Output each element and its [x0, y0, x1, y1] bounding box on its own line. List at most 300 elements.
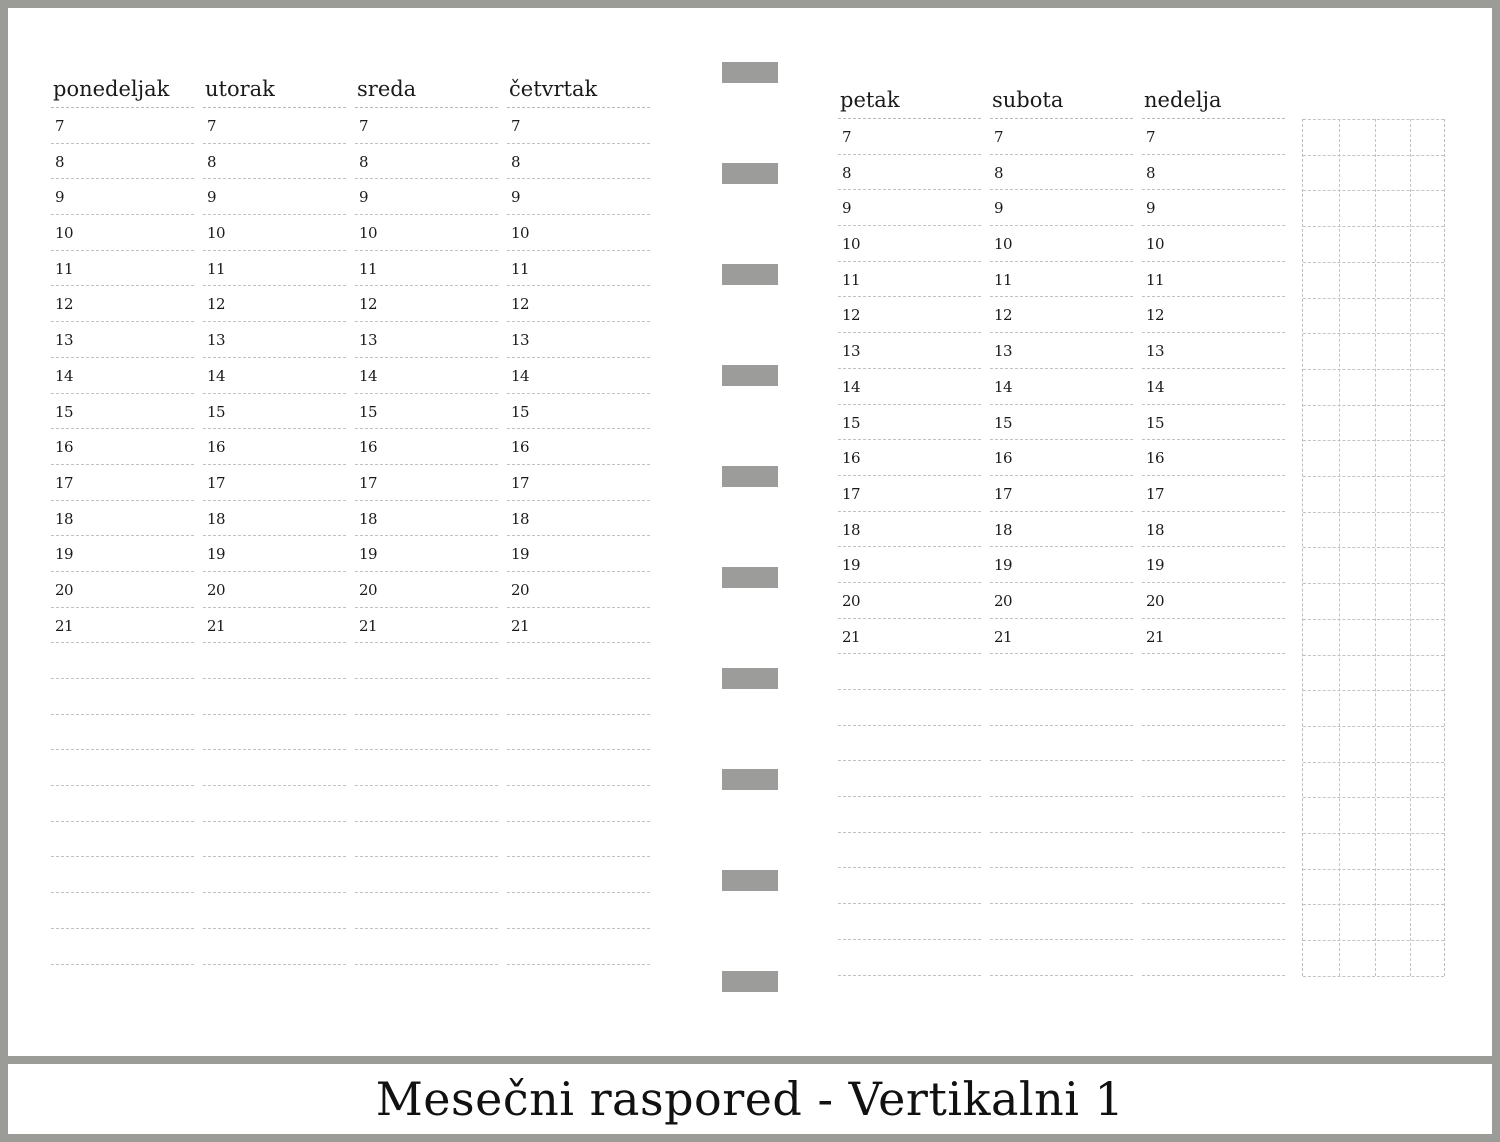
hour-row[interactable]: [1142, 297, 1285, 333]
hour-label: 20: [207, 580, 226, 599]
blank-row[interactable]: [51, 857, 194, 893]
hour-row[interactable]: [507, 179, 650, 215]
grid-line-horizontal: [1303, 833, 1444, 834]
hour-label: 11: [359, 259, 378, 278]
hour-label: 17: [842, 484, 861, 503]
binding-ring: [722, 971, 778, 992]
blank-row[interactable]: [51, 822, 194, 858]
hour-label: 17: [55, 473, 74, 492]
hour-row[interactable]: [1142, 262, 1285, 298]
hour-label: 10: [511, 224, 530, 243]
hour-row[interactable]: [355, 501, 498, 537]
hour-row[interactable]: [51, 144, 194, 180]
blank-row[interactable]: [1142, 833, 1285, 869]
blank-row[interactable]: [1142, 654, 1285, 690]
hour-label: 19: [994, 556, 1013, 575]
hour-row[interactable]: [507, 286, 650, 322]
hour-label: 12: [511, 295, 530, 314]
hour-row[interactable]: [355, 108, 498, 144]
hour-label: 12: [994, 306, 1013, 325]
hour-label: 14: [359, 366, 378, 385]
blank-row[interactable]: [1142, 797, 1285, 833]
hour-row[interactable]: [507, 322, 650, 358]
blank-row[interactable]: [51, 929, 194, 965]
hour-row[interactable]: [838, 155, 981, 191]
grid-line-horizontal: [1303, 726, 1444, 727]
blank-row[interactable]: [355, 679, 498, 715]
hour-row[interactable]: [203, 322, 346, 358]
blank-row[interactable]: [1142, 940, 1285, 976]
hour-label: 17: [359, 473, 378, 492]
blank-row[interactable]: [507, 750, 650, 786]
hour-row[interactable]: [355, 358, 498, 394]
hour-label: 9: [359, 188, 369, 207]
hour-label: 15: [842, 413, 861, 432]
hour-label: 9: [207, 188, 217, 207]
hour-label: 11: [55, 259, 74, 278]
blank-row[interactable]: [990, 654, 1133, 690]
hour-label: 11: [1146, 270, 1165, 289]
hour-label: 7: [207, 117, 217, 135]
blank-row[interactable]: [1142, 868, 1285, 904]
day-column-right_page-2: [1142, 85, 1285, 976]
hour-label: 9: [994, 199, 1004, 218]
hour-label: 18: [1146, 520, 1165, 539]
hour-label: 21: [359, 616, 378, 635]
blank-row[interactable]: [51, 750, 194, 786]
grid-line-horizontal: [1303, 155, 1444, 156]
hour-row[interactable]: [355, 215, 498, 251]
hour-label: 12: [1146, 306, 1165, 325]
hour-label: 11: [842, 270, 861, 289]
blank-row[interactable]: [203, 715, 346, 751]
hour-label: 21: [842, 627, 861, 646]
day-header: ponedeljak: [51, 74, 194, 108]
day-column-right_page-1: [990, 85, 1133, 976]
blank-row[interactable]: [838, 690, 981, 726]
hour-row[interactable]: [51, 536, 194, 572]
hour-row[interactable]: [838, 226, 981, 262]
hour-label: 18: [511, 509, 530, 528]
hour-row[interactable]: [51, 572, 194, 608]
hour-row[interactable]: [1142, 440, 1285, 476]
hour-row[interactable]: [990, 512, 1133, 548]
grid-line-horizontal: [1303, 619, 1444, 620]
hour-row[interactable]: [355, 394, 498, 430]
blank-row[interactable]: [990, 868, 1133, 904]
blank-row[interactable]: [203, 857, 346, 893]
hour-row[interactable]: [1142, 583, 1285, 619]
blank-row[interactable]: [51, 679, 194, 715]
hour-row[interactable]: [990, 440, 1133, 476]
blank-row[interactable]: [507, 679, 650, 715]
hour-label: 19: [55, 545, 74, 564]
day-header: četvrtak: [507, 74, 650, 108]
hour-label: 13: [55, 331, 74, 350]
hour-label: 14: [994, 377, 1013, 396]
hour-row[interactable]: [203, 394, 346, 430]
grid-line-horizontal: [1303, 904, 1444, 905]
hour-label: 12: [55, 295, 74, 314]
hour-label: 13: [994, 342, 1013, 361]
hour-label: 19: [511, 545, 530, 564]
day-header: utorak: [203, 74, 346, 108]
hour-label: 15: [359, 402, 378, 421]
hour-row[interactable]: [51, 608, 194, 644]
hour-row[interactable]: [990, 547, 1133, 583]
hour-label: 9: [1146, 199, 1156, 218]
binding-ring: [722, 62, 778, 83]
hour-label: 10: [842, 235, 861, 254]
hour-row[interactable]: [51, 108, 194, 144]
hour-label: 12: [359, 295, 378, 314]
hour-row[interactable]: [990, 405, 1133, 441]
day-header: subota: [990, 85, 1133, 119]
hour-row[interactable]: [355, 144, 498, 180]
hour-row[interactable]: [1142, 405, 1285, 441]
hour-row[interactable]: [838, 405, 981, 441]
grid-line-horizontal: [1303, 333, 1444, 334]
hour-label: 13: [359, 331, 378, 350]
blank-row[interactable]: [1142, 726, 1285, 762]
grid-line-horizontal: [1303, 690, 1444, 691]
hour-row[interactable]: [51, 286, 194, 322]
hour-row[interactable]: [838, 476, 981, 512]
hour-row[interactable]: [507, 251, 650, 287]
blank-row[interactable]: [838, 654, 981, 690]
blank-row[interactable]: [1142, 690, 1285, 726]
grid-line-horizontal: [1303, 119, 1444, 120]
hour-label: 21: [994, 627, 1013, 646]
day-header: petak: [838, 85, 981, 119]
blank-row[interactable]: [355, 750, 498, 786]
day-column-left_page-2: [355, 74, 498, 965]
hour-row[interactable]: [990, 155, 1133, 191]
hour-row[interactable]: [203, 465, 346, 501]
hour-row[interactable]: [355, 429, 498, 465]
hour-row[interactable]: [838, 369, 981, 405]
hour-row[interactable]: [507, 429, 650, 465]
hour-label: 11: [207, 259, 226, 278]
grid-line-horizontal: [1303, 869, 1444, 870]
hour-label: 20: [994, 591, 1013, 610]
hour-label: 12: [842, 306, 861, 325]
hour-label: 18: [994, 520, 1013, 539]
hour-row[interactable]: [507, 572, 650, 608]
grid-line-horizontal: [1303, 476, 1444, 477]
grid-line-horizontal: [1303, 762, 1444, 763]
hour-label: 18: [842, 520, 861, 539]
blank-row[interactable]: [507, 643, 650, 679]
day-column-left_page-1: [203, 74, 346, 965]
hour-row[interactable]: [355, 179, 498, 215]
hour-row[interactable]: [990, 476, 1133, 512]
binding-ring: [722, 365, 778, 386]
hour-label: 15: [994, 413, 1013, 432]
blank-row[interactable]: [838, 904, 981, 940]
hour-row[interactable]: [51, 429, 194, 465]
hour-label: 13: [1146, 342, 1165, 361]
hour-row[interactable]: [507, 465, 650, 501]
hour-row[interactable]: [838, 547, 981, 583]
hour-label: 13: [842, 342, 861, 361]
hour-row[interactable]: [203, 108, 346, 144]
blank-row[interactable]: [203, 929, 346, 965]
blank-row[interactable]: [355, 643, 498, 679]
hour-row[interactable]: [355, 286, 498, 322]
hour-row[interactable]: [507, 501, 650, 537]
hour-row[interactable]: [507, 394, 650, 430]
blank-row[interactable]: [507, 786, 650, 822]
hour-row[interactable]: [507, 358, 650, 394]
blank-row[interactable]: [51, 643, 194, 679]
hour-label: 15: [1146, 413, 1165, 432]
hour-label: 20: [55, 580, 74, 599]
hour-row[interactable]: [355, 465, 498, 501]
hour-row[interactable]: [990, 190, 1133, 226]
binding-ring: [722, 466, 778, 487]
hour-row[interactable]: [203, 144, 346, 180]
day-header: sreda: [355, 74, 498, 108]
blank-row[interactable]: [507, 822, 650, 858]
grid-line-horizontal: [1303, 405, 1444, 406]
hour-row[interactable]: [838, 440, 981, 476]
hour-label: 7: [994, 128, 1004, 146]
binding-ring: [722, 870, 778, 891]
blank-row[interactable]: [838, 940, 981, 976]
blank-row[interactable]: [355, 786, 498, 822]
hour-row[interactable]: [838, 333, 981, 369]
binding-ring: [722, 567, 778, 588]
hour-label: 18: [55, 509, 74, 528]
hour-row[interactable]: [990, 297, 1133, 333]
blank-row[interactable]: [1142, 761, 1285, 797]
hour-row[interactable]: [203, 215, 346, 251]
hour-row[interactable]: [1142, 190, 1285, 226]
grid-line-horizontal: [1303, 512, 1444, 513]
hour-row[interactable]: [355, 572, 498, 608]
hour-row[interactable]: [507, 608, 650, 644]
hour-label: 18: [359, 509, 378, 528]
blank-row[interactable]: [355, 929, 498, 965]
blank-row[interactable]: [203, 822, 346, 858]
blank-row[interactable]: [990, 833, 1133, 869]
hour-row[interactable]: [203, 536, 346, 572]
hour-label: 7: [55, 117, 65, 135]
hour-row[interactable]: [203, 251, 346, 287]
hour-label: 11: [994, 270, 1013, 289]
hour-row[interactable]: [51, 322, 194, 358]
hour-row[interactable]: [990, 262, 1133, 298]
hour-row[interactable]: [838, 262, 981, 298]
grid-line-horizontal: [1303, 976, 1444, 977]
hour-label: 14: [842, 377, 861, 396]
hour-label: 8: [1146, 163, 1156, 182]
hour-label: 21: [207, 616, 226, 635]
blank-row[interactable]: [203, 893, 346, 929]
hour-row[interactable]: [1142, 369, 1285, 405]
blank-row[interactable]: [355, 715, 498, 751]
hour-row[interactable]: [203, 286, 346, 322]
blank-row[interactable]: [355, 822, 498, 858]
blank-row[interactable]: [990, 726, 1133, 762]
hour-row[interactable]: [990, 369, 1133, 405]
hour-label: 13: [207, 331, 226, 350]
hour-row[interactable]: [838, 297, 981, 333]
hour-label: 8: [359, 152, 369, 171]
hour-row[interactable]: [838, 512, 981, 548]
hour-row[interactable]: [1142, 476, 1285, 512]
hour-label: 20: [511, 580, 530, 599]
hour-row[interactable]: [838, 190, 981, 226]
hour-row[interactable]: [1142, 119, 1285, 155]
hour-row[interactable]: [1142, 155, 1285, 191]
blank-row[interactable]: [51, 715, 194, 751]
blank-row[interactable]: [203, 679, 346, 715]
hour-row[interactable]: [990, 333, 1133, 369]
day-column-left_page-3: [507, 74, 650, 965]
hour-label: 7: [842, 128, 852, 146]
hour-label: 10: [359, 224, 378, 243]
hour-label: 17: [207, 473, 226, 492]
hour-row[interactable]: [51, 465, 194, 501]
hour-label: 13: [511, 331, 530, 350]
hour-row[interactable]: [203, 608, 346, 644]
blank-row[interactable]: [203, 750, 346, 786]
hour-row[interactable]: [1142, 512, 1285, 548]
hour-label: 19: [1146, 556, 1165, 575]
hour-row[interactable]: [51, 394, 194, 430]
hour-row[interactable]: [355, 251, 498, 287]
blank-row[interactable]: [1142, 904, 1285, 940]
page-caption: Mesečni raspored - Vertikalni 1: [8, 1064, 1492, 1134]
hour-label: 19: [359, 545, 378, 564]
hour-label: 19: [207, 545, 226, 564]
hour-row[interactable]: [203, 501, 346, 537]
hour-row[interactable]: [51, 501, 194, 537]
grid-line-horizontal: [1303, 940, 1444, 941]
hour-label: 21: [511, 616, 530, 635]
hour-label: 21: [55, 616, 74, 635]
hour-label: 15: [511, 402, 530, 421]
hour-label: 16: [994, 449, 1013, 468]
hour-label: 9: [55, 188, 65, 207]
hour-row[interactable]: [203, 358, 346, 394]
blank-row[interactable]: [51, 893, 194, 929]
hour-row[interactable]: [990, 226, 1133, 262]
hour-row[interactable]: [51, 215, 194, 251]
blank-row[interactable]: [507, 929, 650, 965]
hour-label: 12: [207, 295, 226, 314]
hour-label: 8: [511, 152, 521, 171]
hour-label: 20: [1146, 591, 1165, 610]
hour-label: 16: [207, 438, 226, 457]
hour-label: 16: [359, 438, 378, 457]
blank-row[interactable]: [838, 868, 981, 904]
hour-row[interactable]: [203, 179, 346, 215]
hour-label: 21: [1146, 627, 1165, 646]
hour-label: 16: [1146, 449, 1165, 468]
hour-row[interactable]: [990, 619, 1133, 655]
hour-row[interactable]: [838, 583, 981, 619]
hour-row[interactable]: [1142, 547, 1285, 583]
blank-row[interactable]: [990, 797, 1133, 833]
hour-row[interactable]: [507, 108, 650, 144]
hour-row[interactable]: [838, 119, 981, 155]
blank-row[interactable]: [507, 893, 650, 929]
hour-row[interactable]: [838, 619, 981, 655]
hour-row[interactable]: [507, 215, 650, 251]
blank-row[interactable]: [990, 761, 1133, 797]
blank-row[interactable]: [355, 893, 498, 929]
hour-row[interactable]: [1142, 333, 1285, 369]
hour-row[interactable]: [51, 251, 194, 287]
hour-row[interactable]: [51, 179, 194, 215]
blank-row[interactable]: [51, 786, 194, 822]
day-column-right_page-0: [838, 85, 981, 976]
grid-line-horizontal: [1303, 655, 1444, 656]
hour-label: 14: [511, 366, 530, 385]
binding-ring: [722, 668, 778, 689]
hour-label: 19: [842, 556, 861, 575]
day-column-left_page-0: [51, 74, 194, 965]
hour-label: 9: [511, 188, 521, 207]
hour-label: 14: [207, 366, 226, 385]
hour-label: 7: [1146, 128, 1156, 146]
hour-label: 18: [207, 509, 226, 528]
hour-row[interactable]: [355, 608, 498, 644]
hour-row[interactable]: [51, 358, 194, 394]
blank-row[interactable]: [990, 940, 1133, 976]
hour-row[interactable]: [355, 322, 498, 358]
day-header: nedelja: [1142, 85, 1285, 119]
grid-line-horizontal: [1303, 262, 1444, 263]
notes-grid: [1302, 119, 1445, 976]
blank-row[interactable]: [838, 833, 981, 869]
hour-label: 10: [994, 235, 1013, 254]
hour-row[interactable]: [507, 144, 650, 180]
hour-label: 17: [994, 484, 1013, 503]
hour-label: 14: [1146, 377, 1165, 396]
hour-label: 7: [359, 117, 369, 135]
blank-row[interactable]: [990, 904, 1133, 940]
hour-label: 8: [994, 163, 1004, 182]
blank-row[interactable]: [838, 726, 981, 762]
blank-row[interactable]: [838, 797, 981, 833]
blank-row[interactable]: [203, 643, 346, 679]
blank-row[interactable]: [507, 857, 650, 893]
hour-row[interactable]: [507, 536, 650, 572]
blank-row[interactable]: [990, 690, 1133, 726]
hour-row[interactable]: [990, 583, 1133, 619]
binding-ring: [722, 264, 778, 285]
hour-label: 15: [207, 402, 226, 421]
hour-row[interactable]: [203, 572, 346, 608]
blank-row[interactable]: [507, 715, 650, 751]
hour-row[interactable]: [1142, 226, 1285, 262]
hour-row[interactable]: [990, 119, 1133, 155]
hour-label: 7: [511, 117, 521, 135]
blank-row[interactable]: [838, 761, 981, 797]
blank-row[interactable]: [203, 786, 346, 822]
hour-label: 10: [207, 224, 226, 243]
blank-row[interactable]: [355, 857, 498, 893]
hour-label: 16: [842, 449, 861, 468]
hour-row[interactable]: [203, 429, 346, 465]
hour-label: 20: [359, 580, 378, 599]
hour-row[interactable]: [1142, 619, 1285, 655]
hour-row[interactable]: [355, 536, 498, 572]
